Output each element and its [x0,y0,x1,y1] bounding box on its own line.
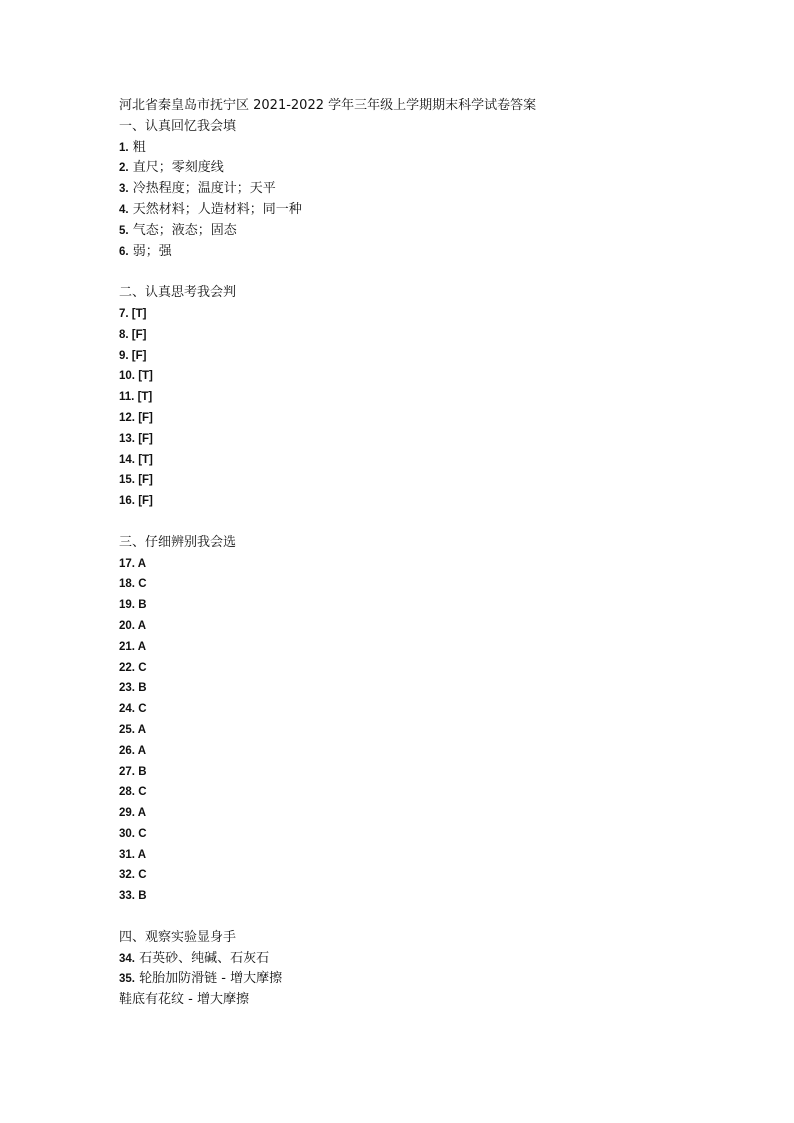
item-number: 27. [119,765,135,778]
answer-item [119,949,739,970]
answer-item [119,179,739,200]
item-number: 2. [119,162,129,175]
item-answer: 粗 [132,139,146,155]
answer-item [119,408,739,429]
answer-item [119,470,739,491]
answer-item [119,845,739,866]
item-number: 18. [119,578,135,591]
answer-item [119,325,739,346]
item-answer: B [138,599,147,612]
item-answer: [T] [131,307,147,320]
answer-item [119,221,739,242]
answer-item [119,699,739,720]
section-4-heading: 四、观察实验显身手 [119,929,237,945]
answer-item [119,595,739,616]
section-1-heading: 一、认真回忆我会填 [119,118,237,134]
item-answer: C [138,869,147,882]
answer-item [119,429,739,450]
item-number: 4. [119,203,129,216]
answer-continuation: 鞋底有花纹 - 增大摩擦 [119,992,249,1008]
item-number: 3. [119,183,129,196]
item-answer: C [138,661,147,674]
item-answer: [T] [138,370,153,383]
item-answer: B [138,765,147,778]
item-answer: [F] [131,349,147,362]
answer-item [119,304,739,325]
answer-item [119,782,739,803]
item-answer: [F] [138,411,153,424]
answer-item [119,366,739,387]
item-number: 34. [119,952,135,965]
item-answer: C [138,786,147,799]
item-answer: A [137,557,147,570]
item-number: 26. [119,744,135,757]
item-answer: 弱；强 [132,243,172,259]
item-number: 28. [119,786,135,799]
spacer [119,907,739,928]
item-number: 30. [119,827,135,840]
answer-item [119,741,739,762]
item-number: 32. [119,869,135,882]
spacer [119,262,739,283]
answer-item [119,574,739,595]
item-number: 23. [119,682,135,695]
item-answer: 石英砂、纯碱、石灰石 [139,950,270,966]
item-answer: A [137,848,147,861]
item-number: 24. [119,703,135,716]
item-number: 20. [119,619,135,632]
item-answer: C [138,703,147,716]
section-2-heading: 二、认真思考我会判 [119,285,237,301]
item-number: 13. [119,432,135,445]
item-answer: [F] [131,328,147,341]
item-number: 31. [119,848,135,861]
item-number: 15. [119,474,135,487]
item-answer: 直尺；零刻度线 [132,160,224,176]
item-number: 7. [119,307,129,320]
answer-item [119,554,739,575]
answer-item [119,886,739,907]
item-answer: [T] [137,391,153,404]
answer-item [119,762,739,783]
item-number: 17. [119,557,135,570]
item-answer: C [138,578,147,591]
item-number: 22. [119,661,135,674]
item-number: 19. [119,599,135,612]
answer-item [119,387,739,408]
answer-item [119,678,739,699]
item-number: 8. [119,328,129,341]
item-number: 14. [119,453,135,466]
item-answer: 冷热程度；温度计；天平 [132,181,276,197]
item-answer: 气态；液态；固态 [132,222,237,238]
spacer [119,512,739,533]
answer-item [119,346,739,367]
answer-sheet [119,96,739,1011]
item-number: 21. [119,640,135,653]
answer-item [119,200,739,221]
item-number: 29. [119,807,135,820]
answer-item [119,969,739,990]
item-answer: 轮胎加防滑链 - 增大摩擦 [139,971,283,987]
item-answer: [F] [138,432,153,445]
item-number: 5. [119,224,129,237]
answer-item [119,658,739,679]
item-number: 11. [119,391,135,404]
item-number: 35. [119,973,135,986]
item-number: 16. [119,495,135,508]
item-answer: A [137,619,147,632]
item-answer: B [138,890,147,903]
answer-item [119,720,739,741]
item-answer: C [138,827,147,840]
item-number: 10. [119,370,135,383]
answer-item [119,824,739,845]
item-answer: 天然材料；人造材料；同一种 [132,201,302,217]
item-number: 12. [119,411,135,424]
section-3-heading: 三、仔细辨别我会选 [119,534,237,550]
item-answer: [F] [138,495,153,508]
item-answer: A [137,723,147,736]
answer-item [119,616,739,637]
item-number: 25. [119,723,135,736]
answer-item [119,491,739,512]
answer-item [119,158,739,179]
document-title: 河北省秦皇岛市抚宁区 2021-2022 学年三年级上学期期末科学试卷答案 [119,98,537,113]
answer-item [119,138,739,159]
item-answer: [F] [138,474,153,487]
item-answer: A [137,640,147,653]
item-answer: A [137,744,147,757]
answer-item [119,450,739,471]
answer-item [119,637,739,658]
answer-item [119,803,739,824]
answer-item [119,242,739,263]
item-answer: [T] [138,453,153,466]
item-answer: B [138,682,147,695]
item-number: 6. [119,245,129,258]
item-number: 33. [119,890,135,903]
item-answer: A [137,807,147,820]
item-number: 1. [119,141,129,154]
item-number: 9. [119,349,129,362]
answer-item [119,865,739,886]
